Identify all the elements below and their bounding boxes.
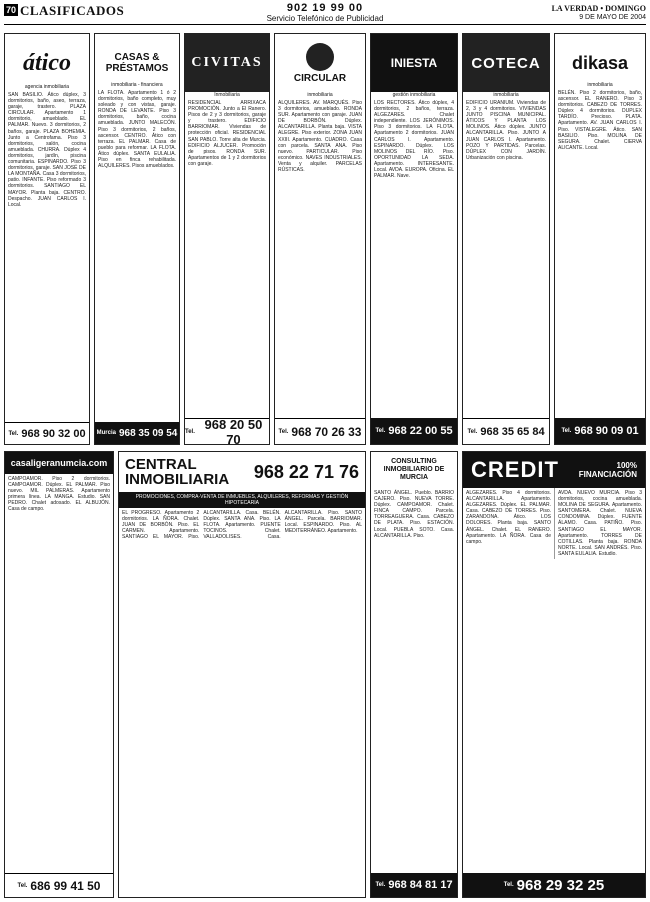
central-header — [119, 452, 365, 492]
logo-text: INIESTA — [390, 56, 438, 70]
ad-body-right: AVDA. NUEVO MURCIA. Piso 3 dormitorios, cocina amueblada. MOLINA DE SEGURA. Apartamento. SANTOMERA. Chalet. NUEVA CONDOMINA. Dúplex. FUENTE ÁLAMO. Casa. PATIÑO. Piso. SANTIAGO EL MAYOR. Apartamento. TORRES DE COTILLAS. Planta baja. RONDA NORTE. Local. SAN ANDRÉS. Piso. SANTA EULALIA. Estudio. — [554, 488, 645, 559]
ad-body: EL PROGRESO. Apartamento 2 dormitorios. LA ÑORA. Chalet. JUAN DE BORBÓN. Piso. EL CARMEN. Apartamento. SANTIAGO EL MAYOR. Piso. ALCANTARILLA. Casa. BELÉN. Dúplex. SANTA ANA. Piso. LA FLOTA. Apartamento. PUENTE TOCINOS. Chalet. VALLADOLISES. Casa. ALCANTARILLA. Piso. SANTO ÁNGEL. Parcela. BARRIOMAR. Local. ESPINARDO. Piso. AL MEDITERRÁNEO. Apartamento. — [122, 510, 362, 541]
ad-atico — [4, 33, 90, 445]
ad-central-inmobiliaria — [118, 451, 366, 898]
ad-phone: 968 70 26 33 — [291, 424, 362, 439]
section-title: CLASIFICADOS — [20, 3, 125, 18]
phone-label: Tel. — [467, 428, 478, 435]
credit-header — [463, 452, 645, 488]
ad-logo: CENTRAL INMOBILIARIA — [125, 456, 230, 488]
ad-phone: 686 99 41 50 — [30, 878, 101, 893]
ad-body: BELÉN. Piso 2 dormitorios, baño, ascensor. EL RANERO. Piso 3 dormitorios. CABEZO DE TORRES. Dúplex 4 dormitorios. DUPLEX TARDÍO. Precioso. PLATA. Apartamento. AV. JUAN CARLOS I. Piso. VISTALEGRE. Ático. SAN BASILIO. Piso. MOLINA DE SEGURA. Chalet. CIERVA ALICANTE. Local. — [558, 90, 642, 151]
ad-subtitle: PROMOCIONES, COMPRA-VENTA DE INMUEBLES, ALQUILERES, REFORMAS Y GESTIÓN HIPOTECARIA — [119, 492, 365, 508]
ad-subtitle: gestión inmobiliaria — [392, 92, 436, 98]
ad-credit — [462, 451, 646, 898]
ad-phone: 968 22 00 55 — [388, 425, 453, 437]
logo-text: CASAS & PRÉSTAMOS — [105, 52, 169, 74]
phone-label: Tel. — [375, 428, 386, 434]
newspaper-name: LA VERDAD • DOMINGO — [551, 4, 646, 13]
phone-label: Tel. — [278, 428, 289, 435]
ad-casaligeranumcia — [4, 451, 114, 898]
ad-body: SAN BASILIO. Ático dúplex, 3 dormitorios, baño, aseo, terraza, garaje, trastero. PLAZA CIRCULAR. Apartamento 1 dormitorio, amueblado. EL PALMAR. Nuevo. 3 dormitorios, 2 baños, garaje. PLAZA BOHEMIA. Junto a Centrofama. Piso 3 dormitorios, salón, cocina amueblada. CHURRA. Dúplex 4 dormitorios, jardín, piscina comunitaria. ESPINARDO. Piso 3 dormitorios, garaje. SAN JOSÉ DE LA MONTAÑA. Casa 3 dormitorios, patio. INFANTE. Piso reformado 3 dormitorios. SANTIAGO EL MAYOR. Planta baja. CENTRO. Despacho. JUAN CARLOS I. Local. — [8, 92, 86, 208]
page-header — [4, 3, 646, 25]
logo-text: CIVITAS — [191, 55, 263, 70]
ad-subtitle: inmobiliaria — [307, 92, 333, 98]
ad-logo — [371, 452, 457, 488]
ad-phone: 968 35 09 54 — [118, 427, 178, 439]
ad-civitas — [184, 33, 270, 445]
ad-iniesta — [370, 33, 458, 445]
ad-phone: 968 84 81 17 — [388, 879, 453, 891]
ad-logo: CREDIT — [471, 457, 559, 482]
ad-subtitle: agencia inmobiliaria — [24, 84, 70, 90]
ad-logo — [5, 452, 113, 474]
header-service: Servicio Telefónico de Publicidad — [266, 14, 384, 23]
ad-coteca — [462, 33, 550, 445]
ad-subtitle: inmobiliaria — [493, 92, 519, 98]
ad-casas-prestamos — [94, 33, 180, 445]
phone-label: Tel. — [185, 428, 195, 435]
ad-subtitle: 100% FINANCIACIÓN — [578, 461, 637, 479]
ad-phone: 968 22 71 76 — [253, 461, 359, 482]
ad-subtitle: Inmobiliaria — [214, 92, 240, 98]
logo-text: CIRCULAR — [293, 72, 347, 84]
circle-logo-icon — [306, 43, 334, 71]
logo-text: CONSULTING INMOBILIARIO DE MURCIA — [383, 458, 445, 481]
ad-body: ALGEZARES. Piso 4 dormitorios. ALCANTARILLA. Apartamento. ALGEZARES. Dúplex. EL PALMAR. Casa. CABEZO DE TORRES. Piso. ZARANDONA. Ático. LOS DOLORES. Planta baja. SANTO ÁNGEL. Chalet. EL RANERO. Apartamento. LA ÑORA. Casa de campo. — [466, 490, 551, 545]
logo-text: ático — [23, 49, 71, 76]
ad-consulting — [370, 451, 458, 898]
phone-label: Tel. — [561, 428, 572, 434]
ad-subtitle: inmobiliaria — [587, 82, 613, 88]
ad-phone: 968 90 09 01 — [574, 425, 639, 437]
phone-label: Murcia — [96, 430, 116, 436]
ad-circular — [274, 33, 366, 445]
ad-logo — [275, 34, 365, 92]
ad-body: LOS RECTORES. Ático dúplex, 4 dormitorios, 2 baños, terraza. ALGEZARES. Chalet independiente. LOS JERÓNIMOS. Piso 3 dormitorios. LA FLOTA. Apartamento 2 dormitorios. JUAN CARLOS I. Apartamento. ESPINARDO. Dúplex. LOS MOLINOS DEL RÍO. Piso. OPORTUNIDAD LA SEDA. Apartamento. INTERESANTE. Local. AVDA. EUROPA. Oficina. EL PALMAR. Nave. — [374, 100, 454, 180]
ad-phone: 968 20 50 70 — [204, 416, 263, 445]
logo-text: COTECA — [471, 54, 541, 72]
ad-logo — [463, 34, 549, 92]
ad-body: LA FLOTA. Apartamento 1 ó 2 dormitorios, baño completo, muy soleado y con vistas, garaje. RONDA DE LEVANTE. Piso 3 dormitorios, baño, cocina amueblada. JUNTO MALECÓN. Piso 3 dormitorios, 2 baños, ascensor. CENTRO. Ático con terraza. EL PALMAR. Casa de pueblo para reformar. LA FLOTA. Ático dúplex. SANTA EULALIA. Piso en finca rehabilitada. ALQUILERES. Pisos amueblados. — [98, 90, 176, 170]
page-number: 70 — [6, 5, 17, 15]
ad-phone: 968 35 65 84 — [480, 425, 545, 438]
ad-logo — [185, 34, 269, 92]
ad-body: RESIDENCIAL ARRIXACA PROMOCIÓN. Junto a El Ranero. Pisos de 2 y 3 dormitorios, garaje y trastero. EDIFICIO BARRIOMAR. Viviendas de protección oficial. RESIDENCIAL SAN PABLO. Torre alta de Murcia. EDIFICIO ALJUCER. Promoción de pisos. RONDA SUR. Apartamentos de 1 y 2 dormitorios con garaje. — [188, 100, 266, 167]
ad-body: CAMPOAMOR. Piso 2 dormitorios. CAMPOAMOR. Dúplex. EL PALMAR. Piso nuevo. MIL PALMERAS. Apartamento primera línea. LA MANGA. Estudio. SAN PEDRO. Chalet adosado. EL ALBUJÓN. Casa de campo. — [8, 476, 110, 513]
phone-label: Tel. — [17, 882, 28, 889]
ad-phone: 968 29 32 25 — [516, 876, 605, 894]
ad-logo — [371, 34, 457, 92]
ad-body: EDIFICIO URANIUM. Viviendas de 2, 3 y 4 dormitorios. VIVIENDAS JUNTO PISCINA MUNICIPAL. ÁTICOS Y PLANTA LOS MOLINOS. Ático dúplex. JUNTO ALCANTARILLA. Piso. JUNTO A JUAN CARLOS I. Apartamento. POZO Y PARTIDAS. Parcelas. DÚPLEX CON JARDÍN. Urbanización con piscina. — [466, 100, 546, 161]
phone-label: Tel. — [375, 882, 386, 888]
logo-text: dikasa — [571, 52, 629, 73]
phone-label: Tel. — [503, 882, 514, 888]
logo-text: casaligeranumcia.com — [10, 458, 108, 468]
phone-label: Tel. — [8, 430, 19, 437]
ad-subtitle: inmobiliaria - financiera — [111, 82, 163, 88]
ad-phone: 968 90 32 00 — [21, 427, 86, 440]
ad-dikasa — [554, 33, 646, 445]
header-phone: 902 19 99 00 — [286, 2, 364, 14]
ad-body: SANTO ÁNGEL. Pueblo. BARRIO CAJERO. Piso. NUEVA TORRE. Dúplex. CAMPOAMOR. Chalet. FINCA CAMPO. Parcela. TORREAGUERA. Casa. CABEZO DE PLATA. Piso. ESTACIÓN. Local. PUEBLA SOTO. Casa. ALCANTARILLA. Piso. — [374, 490, 454, 539]
ad-body: ALQUILERES. AV. MARQUÉS. Piso 3 dormitorios, amueblado. RONDA SUR. Apartamento con garaje. JUAN DE BORBÓN. Dúplex. ALCANTARILLA. Planta baja. VISTA ALEGRE. Piso exterior. ZONA JUAN XXIII. Apartamento. CUADRO. Casa con parcela. SANTA ANA. Piso nuevo. PARTICULAR. Piso económico. NAVES INDUSTRIALES. Venta y alquiler. PARCELAS RÚSTICAS. — [278, 100, 362, 174]
issue-date: 9 DE MAYO DE 2004 — [579, 14, 646, 21]
